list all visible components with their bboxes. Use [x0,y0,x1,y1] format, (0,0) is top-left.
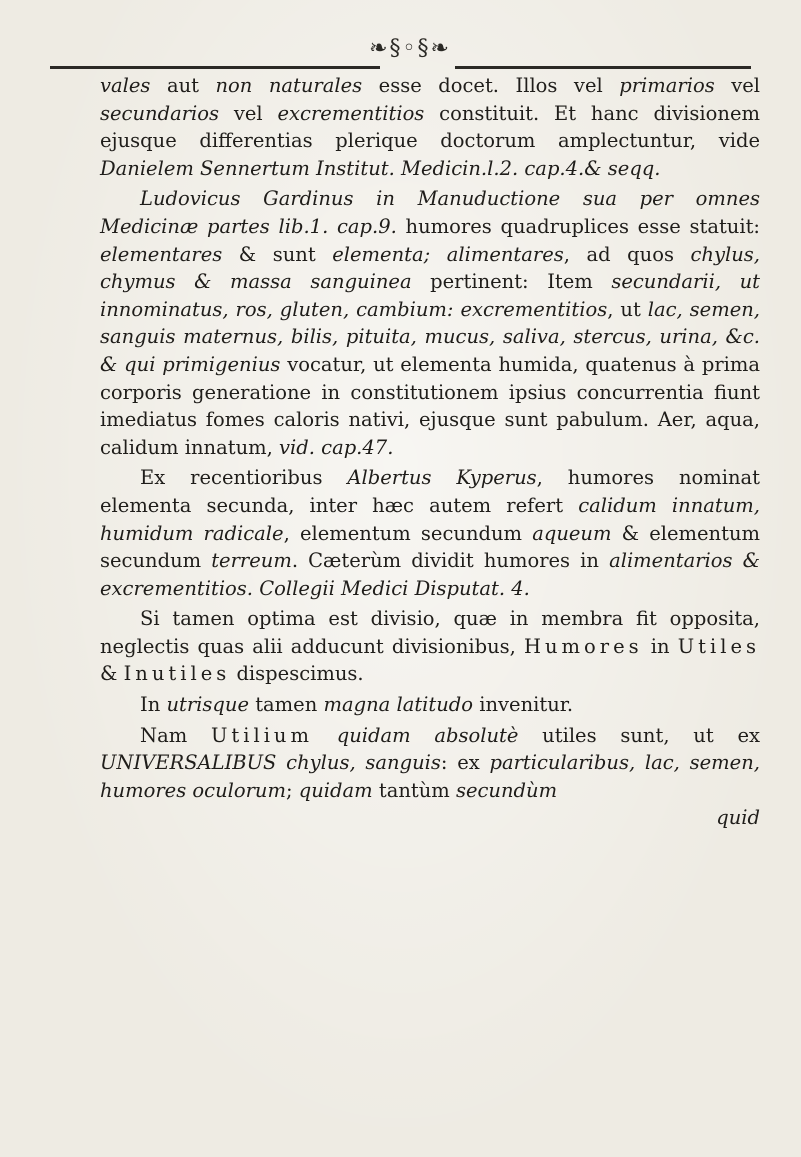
text-segment: Humores [523,634,643,658]
text-segment: , ut [607,297,648,321]
text-segment: secundarios [100,101,219,125]
text-segment: quidam absolutè [336,723,519,747]
text-segment: alimentarios & excrementitios. Collegii Medici Disputat. 4. [100,549,760,600]
text-segment: invenitur. [473,693,574,717]
text-segment: aut [150,74,216,97]
text-segment: vel [219,101,278,125]
paragraph [100,185,760,461]
text-segment: chylus, chymus & massa sanguinea [100,242,760,294]
text-segment: lac, semen, sanguis maternus, bilis, pituita, mucus, saliva, stercus, urina, &c. & qui primigenius [100,297,760,376]
text-segment: vales [100,74,151,97]
text-segment: vocatur, ut elementa humida, quatenus à prima corporis generatione in constitutionem ipsius concurrentia fiunt imediatus fomes caloris nativi, ejusque sunt pabulum. Aer, aqua, calidum innatum, [100,352,760,459]
text-segment: Inutiles [123,662,231,686]
text-segment: primarios [619,74,715,97]
text-segment: excrementitios [277,101,425,125]
paragraph [100,605,760,688]
text-segment: secundùm [455,778,558,802]
text-segment: in [642,634,678,658]
text-segment: dispescimus. [230,662,364,686]
text-segment [313,724,337,747]
header-rule-right [455,66,751,69]
text-segment: pertinent: Item [411,270,612,294]
text-segment: quidam [298,778,373,802]
text-segment: utiles sunt, ut ex [518,723,760,747]
text-segment: humores quadruplices esse statuit: [396,214,760,238]
text-segment: tamen [249,693,324,717]
text-segment: In [140,693,167,717]
text-segment: aqueum [532,521,612,545]
text-segment: , elementum secundum [283,521,533,545]
text-segment: utrisque [166,693,250,717]
text-segment: & sunt [222,242,333,266]
text-segment: , humores nominat elementa secunda, inter hæc autem refert [100,466,760,517]
text-segment: vel [714,74,761,97]
text-segment: UNIVERSALIBUS chylus, sanguis [100,751,441,775]
text-segment: & elementum secundum [100,521,760,573]
text-segment: Utiles [677,634,760,658]
paragraph [100,722,760,805]
paragraph [100,464,760,602]
text-segment: & [100,662,124,686]
text-segment: magna latitudo [323,693,474,717]
text-segment: elementares [100,242,223,266]
text-segment: esse docet. Illos vel [362,74,620,97]
text-segment: : ex [440,751,490,775]
text-segment: particularibus, lac, semen, humores oculorum [100,751,760,802]
body-text [100,72,760,832]
text-segment: calidum innatum, humidum radicale [100,493,760,545]
text-segment: Danielem Sennertum Institut. Medicin.l.2. [100,156,519,180]
text-segment: cap.4.& seqq. [524,156,661,180]
text-segment: constituit. Et hanc divisionem ejusque differentias plerique doctorum amplectuntur, vide [100,101,760,153]
text-segment: Ex recentioribus [140,466,348,490]
text-segment: Utilium [210,723,313,747]
text-segment: . Cæterùm dividit humores in [291,549,610,573]
text-segment: Si tamen optima est divisio, quæ in membra fit opposita, neglectis quas alii adducunt divisionibus, [100,607,760,658]
text-segment: , ad quos [563,242,691,266]
text-segment: Ludovicus Gardinus in Manuductione sua per omnes Medicinæ partes lib.1. cap.9. [100,187,760,238]
text-segment: elementa; alimentares [332,242,564,266]
text-segment: Albertus Kyperus [347,466,537,490]
paragraph [100,72,760,182]
text-segment: non naturales [215,74,363,97]
text-segment: secundarii, ut innominatus, ros, gluten, cambium: excrementitios [100,270,760,321]
text-segment: vid. cap.47. [279,435,394,459]
text-segment: Nam [140,723,211,747]
text-segment: terreum [211,549,292,573]
header-rule-left [50,66,380,69]
text-segment: ; [285,778,299,802]
catchword: quid [716,806,760,830]
paragraph [100,691,760,719]
text-segment: tantùm [372,778,456,802]
header-ornament: ❧§◦§❧ [369,36,451,61]
